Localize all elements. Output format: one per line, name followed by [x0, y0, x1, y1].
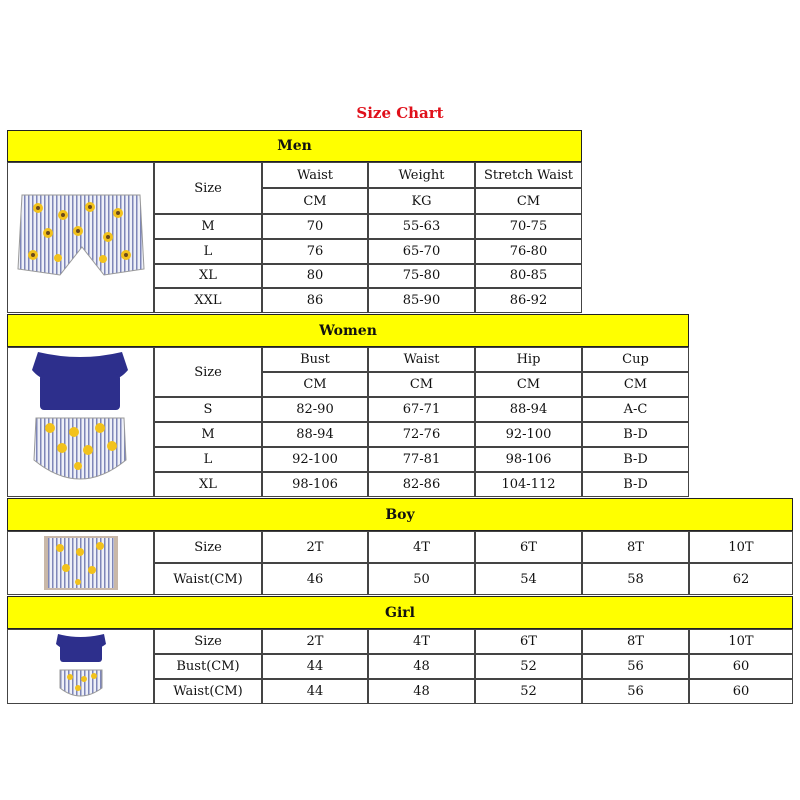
men-value-cell: 86-92 [475, 288, 582, 313]
boy-row-label: Size [154, 531, 262, 563]
women-section-header: Women [7, 314, 689, 347]
girl-value-cell: 44 [262, 679, 368, 704]
women-column-header: Hip [475, 347, 582, 372]
girl-product-image [7, 629, 154, 704]
women-value-cell: B-D [582, 472, 689, 497]
men-column-header: Stretch Waist [475, 162, 582, 188]
boy-section-header: Boy [7, 498, 793, 531]
men-value-cell: 76-80 [475, 239, 582, 264]
women-value-cell: 98-106 [475, 447, 582, 472]
boy-value-cell: 2T [262, 531, 368, 563]
men-value-cell: 70-75 [475, 214, 582, 239]
men-size-cell: L [154, 239, 262, 264]
men-value-cell: 70 [262, 214, 368, 239]
girl-row-label: Size [154, 629, 262, 654]
women-value-cell: 98-106 [262, 472, 368, 497]
boy-value-cell: 50 [368, 563, 475, 595]
girl-value-cell: 48 [368, 654, 475, 679]
women-size-cell: S [154, 397, 262, 422]
girl-value-cell: 52 [475, 679, 582, 704]
girl-value-cell: 4T [368, 629, 475, 654]
men-section-header: Men [7, 130, 582, 162]
boy-value-cell: 8T [582, 531, 689, 563]
men-value-cell: 75-80 [368, 264, 475, 289]
men-value-cell: 65-70 [368, 239, 475, 264]
men-unit-cell: CM [475, 188, 582, 214]
women-column-header: Cup [582, 347, 689, 372]
boy-value-cell: 54 [475, 563, 582, 595]
men-product-image [7, 162, 154, 313]
girl-value-cell: 6T [475, 629, 582, 654]
women-value-cell: A-C [582, 397, 689, 422]
girl-value-cell: 44 [262, 654, 368, 679]
men-size-header: Size [154, 162, 262, 214]
girl-value-cell: 2T [262, 629, 368, 654]
men-unit-cell: KG [368, 188, 475, 214]
women-value-cell: B-D [582, 447, 689, 472]
women-unit-cell: CM [475, 372, 582, 397]
men-size-cell: XL [154, 264, 262, 289]
men-value-cell: 55-63 [368, 214, 475, 239]
men-size-cell: M [154, 214, 262, 239]
women-value-cell: 104-112 [475, 472, 582, 497]
women-unit-cell: CM [368, 372, 475, 397]
men-column-header: Waist [262, 162, 368, 188]
women-unit-cell: CM [262, 372, 368, 397]
women-size-cell: L [154, 447, 262, 472]
men-unit-cell: CM [262, 188, 368, 214]
girl-value-cell: 60 [689, 654, 793, 679]
boy-value-cell: 4T [368, 531, 475, 563]
women-product-image [7, 347, 154, 497]
women-value-cell: 72-76 [368, 422, 475, 447]
boy-value-cell: 6T [475, 531, 582, 563]
women-column-header: Waist [368, 347, 475, 372]
women-unit-cell: CM [582, 372, 689, 397]
women-value-cell: 82-86 [368, 472, 475, 497]
girl-value-cell: 10T [689, 629, 793, 654]
girl-value-cell: 48 [368, 679, 475, 704]
girl-value-cell: 60 [689, 679, 793, 704]
boy-value-cell: 46 [262, 563, 368, 595]
women-value-cell: 88-94 [262, 422, 368, 447]
boy-product-image [7, 531, 154, 595]
girl-value-cell: 56 [582, 679, 689, 704]
women-value-cell: 92-100 [475, 422, 582, 447]
boy-value-cell: 10T [689, 531, 793, 563]
men-value-cell: 76 [262, 239, 368, 264]
men-column-header: Weight [368, 162, 475, 188]
boy-value-cell: 62 [689, 563, 793, 595]
boy-value-cell: 58 [582, 563, 689, 595]
women-value-cell: 92-100 [262, 447, 368, 472]
women-column-header: Bust [262, 347, 368, 372]
page-title: Size Chart [356, 104, 444, 122]
women-value-cell: 77-81 [368, 447, 475, 472]
men-value-cell: 80 [262, 264, 368, 289]
girl-value-cell: 8T [582, 629, 689, 654]
girl-value-cell: 52 [475, 654, 582, 679]
girl-value-cell: 56 [582, 654, 689, 679]
girl-row-label: Bust(CM) [154, 654, 262, 679]
men-value-cell: 86 [262, 288, 368, 313]
women-size-cell: XL [154, 472, 262, 497]
men-value-cell: 80-85 [475, 264, 582, 289]
women-value-cell: 88-94 [475, 397, 582, 422]
women-size-cell: M [154, 422, 262, 447]
girl-section-header: Girl [7, 596, 793, 629]
women-value-cell: 82-90 [262, 397, 368, 422]
men-value-cell: 85-90 [368, 288, 475, 313]
boy-row-label: Waist(CM) [154, 563, 262, 595]
women-value-cell: 67-71 [368, 397, 475, 422]
women-size-header: Size [154, 347, 262, 397]
girl-row-label: Waist(CM) [154, 679, 262, 704]
men-size-cell: XXL [154, 288, 262, 313]
women-value-cell: B-D [582, 422, 689, 447]
